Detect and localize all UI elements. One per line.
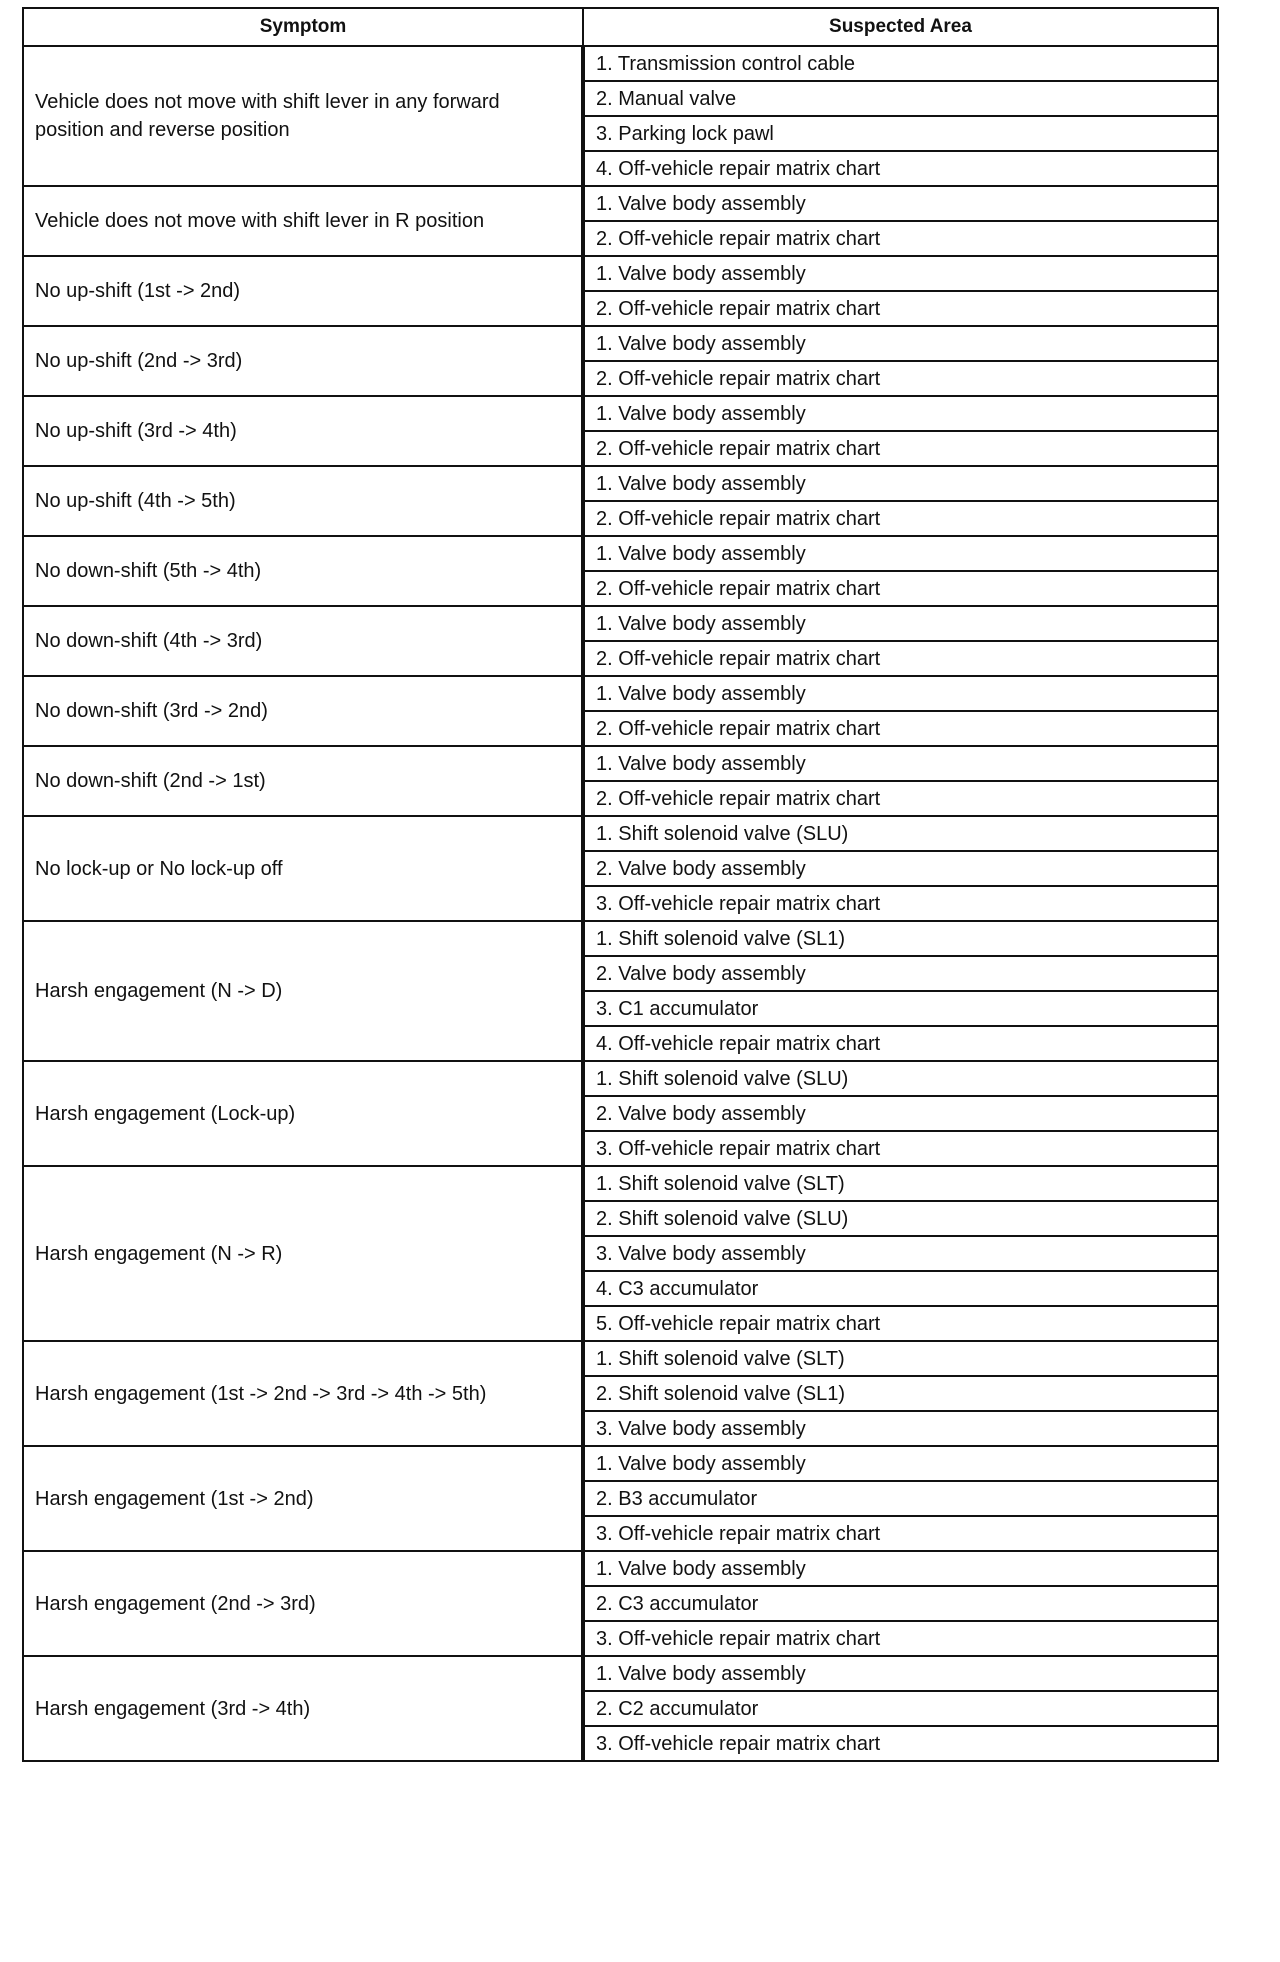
- header-suspected-area: Suspected Area: [583, 8, 1218, 46]
- symptom-cell: Vehicle does not move with shift lever in any forward position and reverse position: [23, 46, 583, 186]
- suspected-area-cell: 2. Off-vehicle repair matrix chart: [583, 501, 1218, 536]
- suspected-area-cell: 1. Shift solenoid valve (SLU): [583, 816, 1218, 851]
- table-row: [23, 1341, 1218, 1376]
- symptom-cell: Harsh engagement (N -> D): [23, 921, 583, 1061]
- suspected-area-cell: 1. Valve body assembly: [583, 326, 1218, 361]
- symptom-cell: No up-shift (4th -> 5th): [23, 466, 583, 536]
- suspected-area-cell: 2. Off-vehicle repair matrix chart: [583, 711, 1218, 746]
- suspected-area-cell: 1. Valve body assembly: [583, 606, 1218, 641]
- suspected-area-cell: 3. Valve body assembly: [583, 1411, 1218, 1446]
- suspected-area-cell: 1. Valve body assembly: [583, 466, 1218, 501]
- symptom-cell: No down-shift (2nd -> 1st): [23, 746, 583, 816]
- suspected-area-cell: 2. Off-vehicle repair matrix chart: [583, 291, 1218, 326]
- table-row: [23, 1656, 1218, 1691]
- symptom-table: [22, 7, 1219, 1762]
- symptom-cell: Vehicle does not move with shift lever in R position: [23, 186, 583, 256]
- suspected-area-cell: 2. Off-vehicle repair matrix chart: [583, 431, 1218, 466]
- table-row: [23, 676, 1218, 711]
- symptom-cell: No down-shift (4th -> 3rd): [23, 606, 583, 676]
- suspected-area-cell: 1. Transmission control cable: [583, 46, 1218, 81]
- suspected-area-cell: 2. Off-vehicle repair matrix chart: [583, 571, 1218, 606]
- table-body: [23, 46, 1218, 1761]
- symptom-cell: Harsh engagement (Lock-up): [23, 1061, 583, 1166]
- suspected-area-cell: 3. Valve body assembly: [583, 1236, 1218, 1271]
- suspected-area-cell: 2. Shift solenoid valve (SLU): [583, 1201, 1218, 1236]
- table-row: [23, 1166, 1218, 1201]
- suspected-area-cell: 2. Valve body assembly: [583, 956, 1218, 991]
- suspected-area-cell: 2. Off-vehicle repair matrix chart: [583, 781, 1218, 816]
- suspected-area-cell: 2. Valve body assembly: [583, 1096, 1218, 1131]
- symptom-cell: Harsh engagement (N -> R): [23, 1166, 583, 1341]
- symptom-cell: No lock-up or No lock-up off: [23, 816, 583, 921]
- header-row: [23, 8, 1218, 46]
- suspected-area-cell: 1. Valve body assembly: [583, 676, 1218, 711]
- symptom-cell: No up-shift (3rd -> 4th): [23, 396, 583, 466]
- symptom-cell: Harsh engagement (2nd -> 3rd): [23, 1551, 583, 1656]
- table-row: [23, 816, 1218, 851]
- suspected-area-cell: 1. Shift solenoid valve (SL1): [583, 921, 1218, 956]
- suspected-area-cell: 1. Valve body assembly: [583, 746, 1218, 781]
- symptom-cell: Harsh engagement (1st -> 2nd): [23, 1446, 583, 1551]
- suspected-area-cell: 1. Shift solenoid valve (SLT): [583, 1166, 1218, 1201]
- table-row: [23, 746, 1218, 781]
- suspected-area-cell: 1. Shift solenoid valve (SLU): [583, 1061, 1218, 1096]
- table-row: [23, 1061, 1218, 1096]
- symptom-cell: Harsh engagement (3rd -> 4th): [23, 1656, 583, 1761]
- suspected-area-cell: 1. Valve body assembly: [583, 186, 1218, 221]
- suspected-area-cell: 4. Off-vehicle repair matrix chart: [583, 151, 1218, 186]
- suspected-area-cell: 2. C3 accumulator: [583, 1586, 1218, 1621]
- symptom-cell: No down-shift (3rd -> 2nd): [23, 676, 583, 746]
- table-row: [23, 1551, 1218, 1586]
- suspected-area-cell: 4. Off-vehicle repair matrix chart: [583, 1026, 1218, 1061]
- suspected-area-cell: 2. Valve body assembly: [583, 851, 1218, 886]
- symptom-cell: No up-shift (2nd -> 3rd): [23, 326, 583, 396]
- suspected-area-cell: 3. Parking lock pawl: [583, 116, 1218, 151]
- suspected-area-cell: 3. Off-vehicle repair matrix chart: [583, 1131, 1218, 1166]
- table-row: [23, 606, 1218, 641]
- suspected-area-cell: 2. C2 accumulator: [583, 1691, 1218, 1726]
- suspected-area-cell: 3. C1 accumulator: [583, 991, 1218, 1026]
- symptom-cell: Harsh engagement (1st -> 2nd -> 3rd -> 4th -> 5th): [23, 1341, 583, 1446]
- suspected-area-cell: 1. Valve body assembly: [583, 1446, 1218, 1481]
- suspected-area-cell: 4. C3 accumulator: [583, 1271, 1218, 1306]
- table-row: [23, 256, 1218, 291]
- suspected-area-cell: 5. Off-vehicle repair matrix chart: [583, 1306, 1218, 1341]
- table-row: [23, 186, 1218, 221]
- header-symptom: Symptom: [23, 8, 583, 46]
- table-row: [23, 536, 1218, 571]
- symptom-cell: No down-shift (5th -> 4th): [23, 536, 583, 606]
- suspected-area-cell: 2. Off-vehicle repair matrix chart: [583, 221, 1218, 256]
- suspected-area-cell: 2. Off-vehicle repair matrix chart: [583, 641, 1218, 676]
- suspected-area-cell: 1. Valve body assembly: [583, 1656, 1218, 1691]
- table-row: [23, 921, 1218, 956]
- suspected-area-cell: 3. Off-vehicle repair matrix chart: [583, 1726, 1218, 1761]
- suspected-area-cell: 2. Manual valve: [583, 81, 1218, 116]
- table-row: [23, 1446, 1218, 1481]
- table-row: [23, 326, 1218, 361]
- suspected-area-cell: 3. Off-vehicle repair matrix chart: [583, 1621, 1218, 1656]
- suspected-area-cell: 1. Valve body assembly: [583, 536, 1218, 571]
- suspected-area-cell: 3. Off-vehicle repair matrix chart: [583, 886, 1218, 921]
- suspected-area-cell: 1. Valve body assembly: [583, 256, 1218, 291]
- suspected-area-cell: 1. Valve body assembly: [583, 1551, 1218, 1586]
- symptom-cell: No up-shift (1st -> 2nd): [23, 256, 583, 326]
- suspected-area-cell: 3. Off-vehicle repair matrix chart: [583, 1516, 1218, 1551]
- suspected-area-cell: 1. Valve body assembly: [583, 396, 1218, 431]
- suspected-area-cell: 2. Shift solenoid valve (SL1): [583, 1376, 1218, 1411]
- table-row: [23, 466, 1218, 501]
- suspected-area-cell: 2. B3 accumulator: [583, 1481, 1218, 1516]
- table-row: [23, 46, 1218, 81]
- suspected-area-cell: 2. Off-vehicle repair matrix chart: [583, 361, 1218, 396]
- suspected-area-cell: 1. Shift solenoid valve (SLT): [583, 1341, 1218, 1376]
- table-row: [23, 396, 1218, 431]
